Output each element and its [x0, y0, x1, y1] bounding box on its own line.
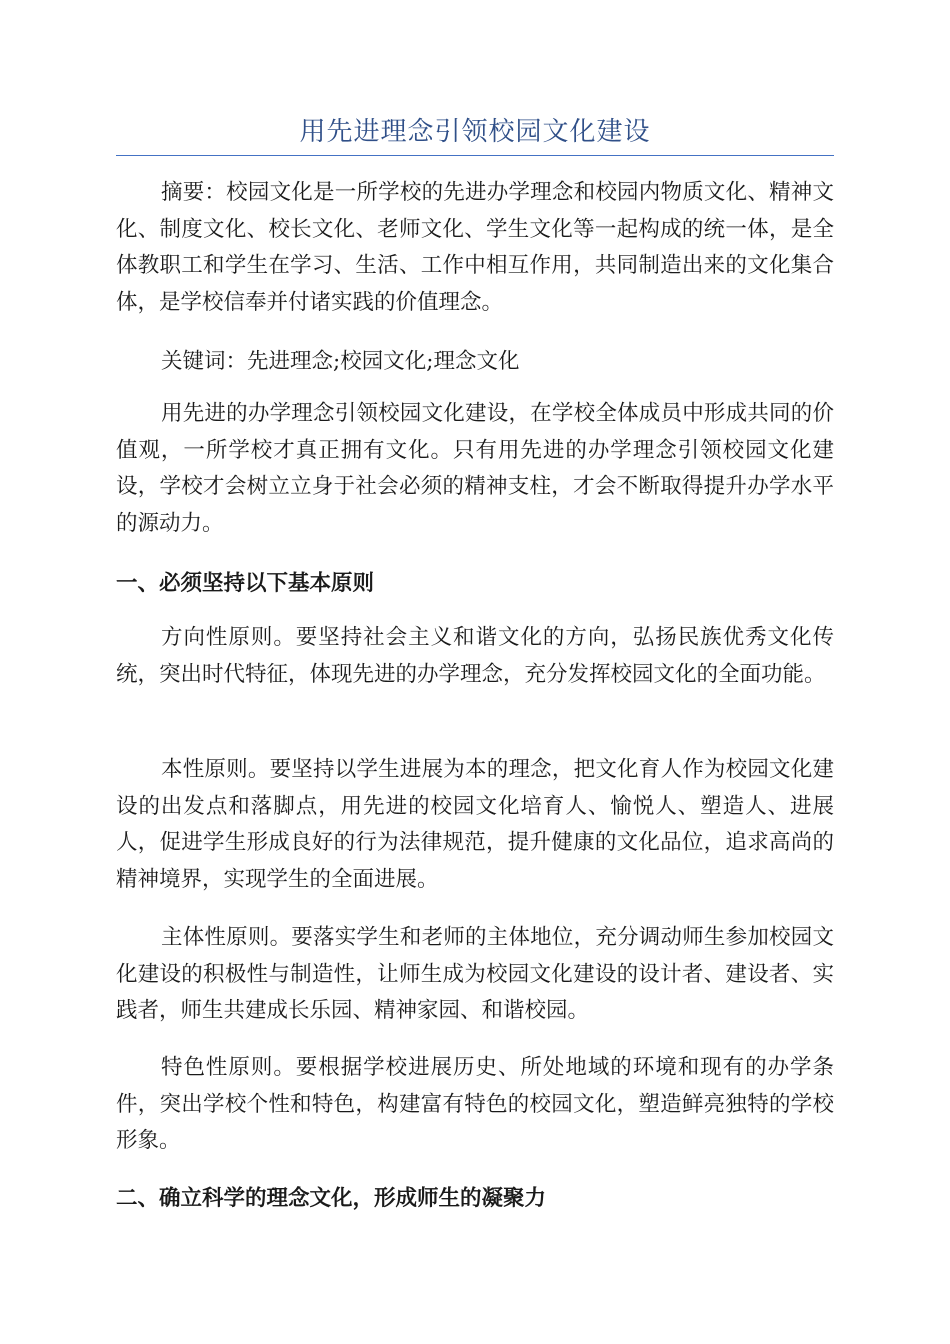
- title-underline: [116, 155, 834, 156]
- principle-feature-paragraph: 特色性原则。要根据学校进展历史、所处地域的环境和现有的办学条件，突出学校个性和特色，构建富有特色的校园文化，塑造鲜亮独特的学校形象。: [116, 1055, 834, 1153]
- keywords-paragraph: 关键词：先进理念;校园文化;理念文化: [161, 349, 520, 374]
- intro-paragraph: 用先进的办学理念引领校园文化建设，在学校全体成员中形成共同的价值观，一所学校才真正拥有文化。只有用先进的办学理念引领校园文化建设，学校才会树立立身于社会必须的精神支柱，才会不断取得提升办学水平的源动力。: [116, 401, 834, 536]
- section-heading-2: 二、确立科学的理念文化，形成师生的凝聚力: [116, 1186, 547, 1211]
- document-title: 用先进理念引领校园文化建设: [299, 117, 651, 147]
- principle-direction-paragraph: 方向性原则。要坚持社会主义和谐文化的方向，弘扬民族优秀文化传统，突出时代特征，体现先进的办学理念，充分发挥校园文化的全面功能。: [116, 625, 834, 687]
- principle-subject-paragraph: 主体性原则。要落实学生和老师的主体地位，充分调动师生参加校园文化建设的积极性与制造性，让师生成为校园文化建设的设计者、建设者、实践者，师生共建成长乐园、精神家园、和谐校园。: [116, 925, 834, 1023]
- section-heading-1: 一、必须坚持以下基本原则: [116, 571, 375, 596]
- abstract-paragraph: 摘要：校园文化是一所学校的先进办学理念和校园内物质文化、精神文化、制度文化、校长文化、老师文化、学生文化等一起构成的统一体，是全体教职工和学生在学习、生活、工作中相互作用，共同制造出来的文化集合体，是学校信奉并付诸实践的价值理念。: [116, 180, 834, 315]
- principle-nature-paragraph: 本性原则。要坚持以学生进展为本的理念，把文化育人作为校园文化建设的出发点和落脚点，用先进的校园文化培育人、愉悦人、塑造人、进展人，促进学生形成良好的行为法律规范，提升健康的文化品位，追求高尚的精神境界，实现学生的全面进展。: [116, 757, 834, 892]
